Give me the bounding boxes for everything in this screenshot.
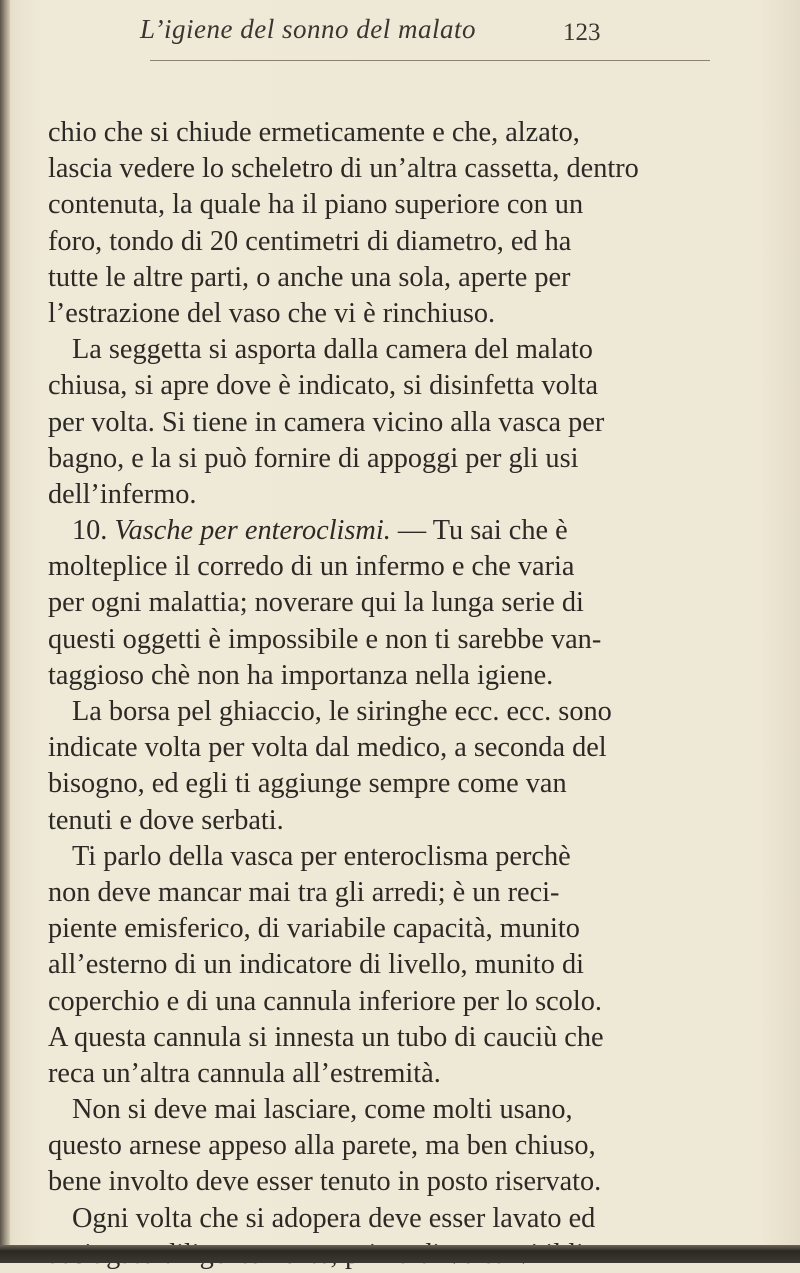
section-title: Vasche per enteroclismi. [114,515,391,547]
body-text [48,115,728,1273]
text-line: La borsa pel ghiaccio, le siringhe ecc. ecc. sono [72,696,612,727]
text-line: taggioso chè non ha importanza nella igiene. [48,659,554,691]
page-bottom-edge [0,1245,800,1263]
text-line: per volta. Si tiene in camera vicino alla vasca per [48,406,605,438]
text-line: indicate volta per volta dal medico, a seconda del [48,732,607,764]
text-line: foro, tondo di 20 centimetri di diametro, ed ha [48,225,572,257]
text-line: La seggetta si asporta dalla camera del malato [72,334,593,366]
text-line: reca un’altra cannula all’estremità. [48,1057,441,1089]
text-line: per ogni malattia; noverare qui la lunga serie di [48,587,584,619]
running-head: L’igiene del sonno del malato [140,14,476,44]
page-number: 123 [563,19,601,46]
text-line: Ti parlo della vasca per enteroclisma perchè [72,840,571,872]
text-line: chio che si chiude ermeticamente e che, alzato, [48,117,580,148]
page-binding-edge [0,0,10,1263]
header-rule [150,60,710,61]
text-line: contenuta, la quale ha il piano superiore con un [48,189,584,221]
text-line: bene involto deve esser tenuto in posto riservato. [48,1166,602,1198]
text-line: molteplice il corredo di un infermo e che varia [48,551,575,583]
text-line: piente emisferico, di variabile capacità, munito [48,913,580,945]
section-heading-line [48,513,728,549]
text-line: bisogno, ed egli ti aggiunge sempre come van [48,768,567,800]
text-line: questi oggetti è impossibile e non ti sarebbe van- [48,623,602,655]
text-line: coperchio e di una cannula inferiore per lo scolo. [48,985,602,1017]
text-line: lascia vedere lo scheletro di un’altra cassetta, dentro [48,153,639,185]
text-line: tenuti e dove serbati. [48,804,284,836]
text-line: Ogni volta che si adopera deve esser lavato ed [72,1202,596,1234]
text-line: bagno, e la si può fornire di appoggi per gli usi [48,442,579,474]
text-line: l’estrazione del vaso che vi è rinchiuso. [48,297,496,329]
text-line: chiusa, si apre dove è indicato, si disinfetta volta [48,370,599,402]
text-line: tutte le altre parti, o anche una sola, aperte per [48,261,571,293]
text-line: all’esterno di un indicatore di livello, munito di [48,949,584,981]
text-line: Non si deve mai lasciare, come molti usano, [72,1094,573,1126]
text-line: non deve mancar mai tra gli arredi; è un reci- [48,876,560,908]
text-line: A questa cannula si innesta un tubo di cauciù che [48,1021,604,1053]
text-line: questo arnese appeso alla parete, ma ben chiuso, [48,1130,596,1162]
text-line: dell’infermo. [48,478,197,510]
section-text: — Tu sai che è [390,515,568,547]
section-number: 10. [72,515,108,547]
